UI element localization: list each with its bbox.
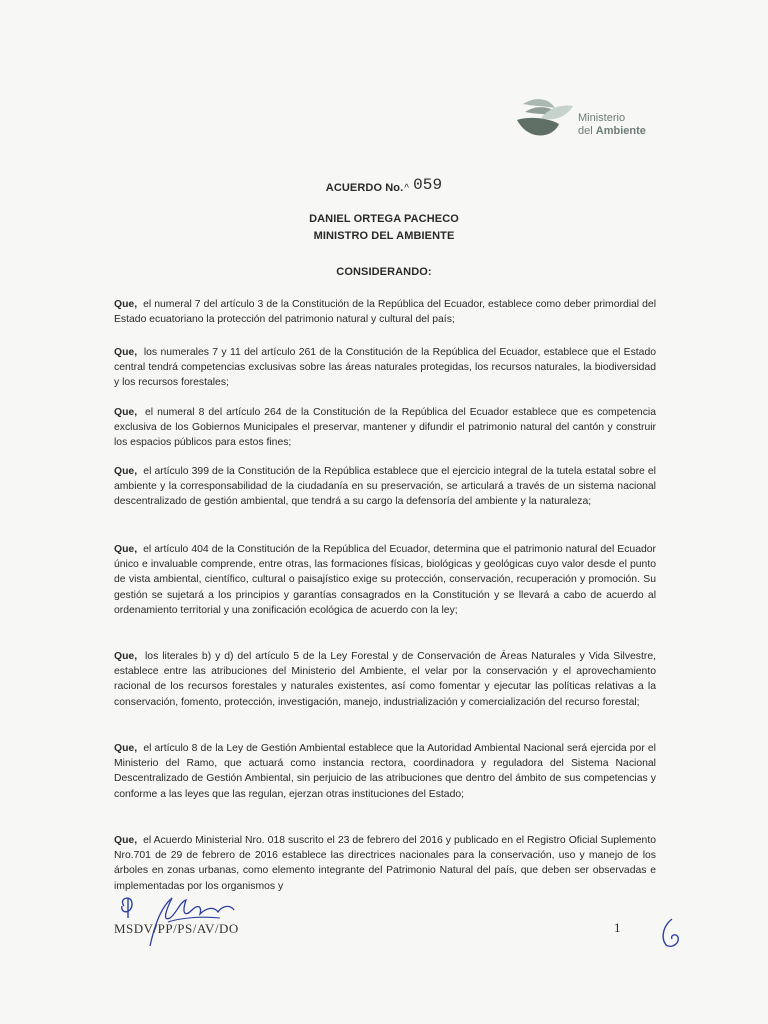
considerando-paragraph-8: Que, el Acuerdo Ministerial Nro. 018 suscrito el 23 de febrero del 2016 y publicado en el Registro Oficial Suplemento Nro.701 de 29 de febrero de 2016 establece las directrices nacionales para la conservación, uso y manejo de los árboles en zonas urbanas, como elemento integrante del Patrimonio Natural del país, que deben ser observadas e implementadas por los organismos y <box>114 835 657 892</box>
leaf-logo-icon <box>515 94 575 144</box>
footer-initials-code: MSDV/PP/PS/AV/DO <box>114 921 239 936</box>
minister-title: MINISTRO DEL AMBIENTE <box>313 230 455 242</box>
handwritten-initial <box>656 915 686 951</box>
acuerdo-number: 059 <box>413 176 443 194</box>
considerando-paragraph-3: Que, el numeral 8 del artículo 264 de la Constitución de la República del Ecuador establece que es competencia exclusiva de los Gobiernos Municipales el preservar, mantener y difundir el patrimonio natural del cantón y construir los espacios públicos para estos fines; <box>114 407 656 449</box>
considerando-paragraph-6: Que, los literales b) y d) del artículo 5 de la Ley Forestal y de Conservación de Áreas Naturales y Vida Silvestre, establece entre las atribuciones del Ministerio del Ambiente, el velar por la conservación y el aprovechamiento racional de los recursos forestales y naturales existentes, así como fomentar y ejecutar las políticas relativas a la conservación, fomento, protección, investigación, manejo, industrialización y comercialización del recurso forestal; <box>114 651 657 708</box>
logo-text-line2: del Ambiente <box>578 125 646 137</box>
ministerio-logo <box>515 94 665 144</box>
considerando-heading: CONSIDERANDO: <box>336 266 432 278</box>
considerando-paragraph-1: Que, el numeral 7 del artículo 3 de la Constitución de la República del Ecuador, establece como deber primordial del Estado ecuatoriano la protección del patrimonio natural y cultural del país; <box>114 299 656 326</box>
acuerdo-label: ACUERDO No. <box>325 182 404 194</box>
considerando-paragraph-4: Que, el artículo 399 de la Constitución de la República establece que el ejercicio integral de la tutela estatal sobre el ambiente y la corresponsabilidad de la ciudadanía en su preservación, se articulará a través de un sistema nacional descentralizado de gestión ambiental, que tendrá a su cargo la defensoría del ambiente y la naturaleza; <box>114 466 656 508</box>
considerando-paragraph-7: Que, el artículo 8 de la Ley de Gestión Ambiental establece que la Autoridad Ambiental Nacional será ejercida por el Ministerio del Ramo, que actuará como instancia rectora, coordinadora y reguladora del Sistema Nacional Descentralizado de Gestión Ambiental, sin perjuicio de las atribuciones que dentro del ámbito de sus competencias y conforme a las leyes que las regulan, ejerzan otras instituciones del Estado; <box>114 743 656 800</box>
considerando-paragraph-5: Que, el artículo 404 de la Constitución de la República del Ecuador, determina que el patrimonio natural del Ecuador único e invaluable comprende, entre otras, las formaciones físicas, biológicas y geológicas cuyo valor desde el punto de vista ambiental, científico, cultural o paisajístico exige su protección, conservación, recuperación y promoción. Su gestión se sujetará a los principios y garantías consagrados en la Constitución y se llevará a cabo de acuerdo al ordenamiento territorial y una zonificación ecológica de acuerdo con la ley; <box>114 544 656 616</box>
logo-text-line1: Ministerio <box>578 112 626 124</box>
page-number: 1 <box>614 920 621 935</box>
acuerdo-mark: ^ <box>404 183 410 194</box>
minister-name: DANIEL ORTEGA PACHECO <box>309 213 459 225</box>
considerando-paragraph-2: Que, los numerales 7 y 11 del artículo 261 de la Constitución de la República del Ecuador, establece que el Estado central tendrá competencias exclusivas sobre las áreas naturales protegidas, los recursos naturales, la biodiversidad y los recursos forestales; <box>114 347 656 389</box>
acuerdo-heading <box>0 178 768 196</box>
